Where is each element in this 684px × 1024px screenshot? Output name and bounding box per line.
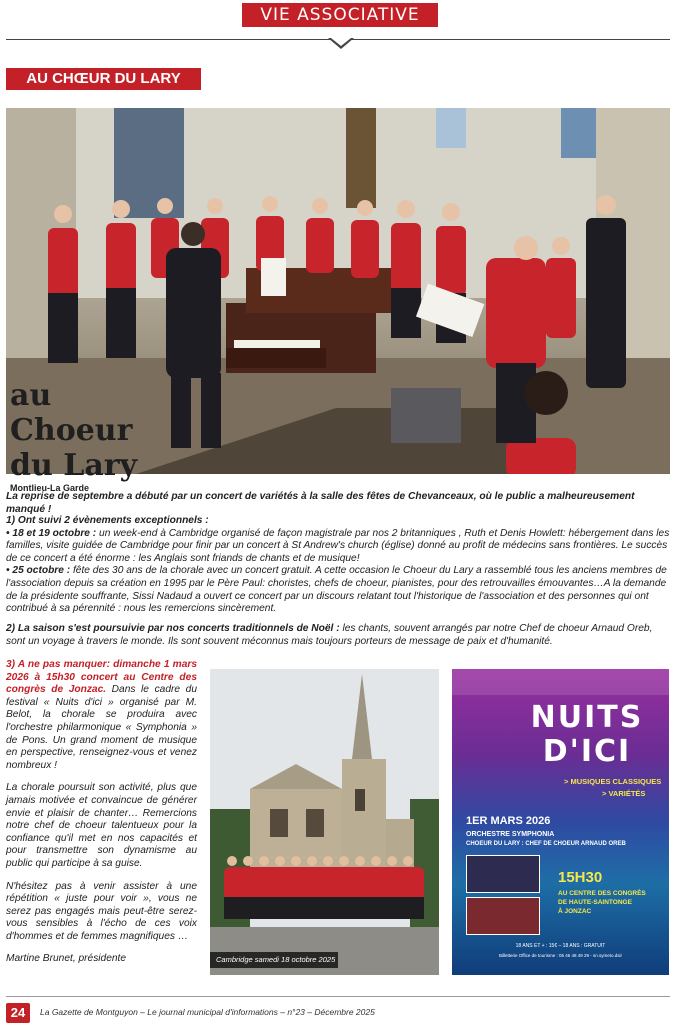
section-1-item-1: • 18 et 19 octobre : un week-end à Cambridge organisé de façon magistrale par nos 2 britanniques , Ruth et Denis Howlett: hébergement dans les familles, visite guidée de Cambridge pour finir par un concert à St Andrew's church (église) donné au profit de médecins sans frontières. Le succès de ce concert a été énorme : les Anglais sont friands de chants et de musique! [6,527,670,564]
section-1-item-2: • 25 octobre : fête des 30 ans de la chorale avec un concert gratuit. A cette occasion le Choeur du Lary a rassemblé tous les anciens membres de l'association depuis sa création en 1995 par le Père Paul: choristes, chefs de choeur, pianistes, pour des retrouvailles émouvantes…A la demande de la présidente souffrante, Sissi Nadaud a ouvert ce concert par un discours relatant tout l'historique de l'association et des personnes qui ont contribué à sa pérennité : nous les remercions sincèrement. [6,565,667,615]
footer-rule [6,996,670,997]
poster-orchestra-photo [466,855,540,893]
section-3 [6,659,197,966]
logo-subtitle: Montlieu-La Garde [10,483,90,493]
poster-choir-photo [466,897,540,935]
article-title: AU CHŒUR DU LARY [6,68,201,90]
poster-venue: AU CENTRE DES CONGRÈS DE HAUTE-SAINTONGE À JONZAC [558,890,646,915]
poster-date: 1ER MARS 2026 [466,815,551,827]
poster-billetterie: Billetterie Office de tourisme : 05 46 48 49 29 - sn.symeto.dsir [499,953,622,958]
event-poster [452,669,669,975]
signature: Martine Brunet, présidente [6,953,127,965]
church-photo [210,669,439,975]
section-2: 2) La saison s'est poursuivie par nos concerts traditionnels de Noël : les chants, souvent arrangés par notre Chef de choeur Arnaud Oreb, sont un voyage à travers le monde. Ils sont souvent méconnus mais toujours porteurs de message de paix et d'humanité. [6,623,653,647]
section-2-heading: 2) La saison s'est poursuivie par nos concerts traditionnels de Noël : [6,623,340,634]
footer-text: La Gazette de Montguyon – Le journal municipal d'informations – n°23 – Décembre 2025 [40,1007,375,1017]
intro-paragraph: La reprise de septembre a débuté par un concert de variétés à la salle des fêtes de Chevanceaux, où le public a malheureusement manqué ! [6,491,635,515]
poster-genre-1: > MUSIQUES CLASSIQUES [564,777,662,786]
poster-line-2: CHOEUR DU LARY : CHEF DE CHOEUR ARNAUD OREB [466,841,626,847]
poster-genre-2: > VARIÉTÉS [602,789,646,798]
poster-title: NUITS D'ICI [530,700,644,769]
poster-time: 15H30 [558,869,603,886]
choir-logo [10,378,160,493]
photo-caption: Cambridge samedi 18 octobre 2025 [210,952,338,968]
section-banner: VIE ASSOCIATIVE [242,3,438,27]
section-1-heading: 1) Ont suivi 2 évènements exceptionnels : [6,515,209,526]
section-3-heading: 3) A ne pas manquer: dimanche 1 mars 2026 à 15h30 concert au Centre des congrès de Jonzac. [6,659,197,696]
section-3-para-2: La chorale poursuit son activité, plus que jamais motivée et convaincue de générer envie et plaisir de chanter… Remercions notre chef de choeur talentueux pour la confiance qu'il met en nos capacités et pour transmettre son dynamisme au public qui participe à sa guise. [6,782,197,869]
logo-title-line1: au Choeur [10,378,133,448]
section-1 [6,515,672,616]
section-3-para-3: N'hésitez pas à venir assister à une répétition « juste pour voir », vous ne serez pas engagés mais peut-être serez-vous sensibles à l'écho de ces voix d'hommes et de femmes magnifiques … [6,880,197,942]
page-number: 24 [6,1003,30,1023]
poster-sponsor-bar [452,669,669,695]
church-photo-illustration [210,669,439,975]
poster-line-1: ORCHESTRE SYMPHONIA [466,831,555,838]
logo-title-line2: du Lary [10,448,138,483]
section-3-para-1: 3) A ne pas manquer: dimanche 1 mars 2026 à 15h30 concert au Centre des congrès de Jonzac. Dans le cadre du festival « Nuits d'ici » organisé par M. Belot, la chorale se produira avec l'orchestre philarmonique « Symphonia » de Pons. Un grand moment de musique en perspective, renseignez-vous et venez nombreux ! [6,659,197,771]
poster-prices: 18 ANS ET + : 15€ – 18 ANS : GRATUIT [515,943,606,949]
